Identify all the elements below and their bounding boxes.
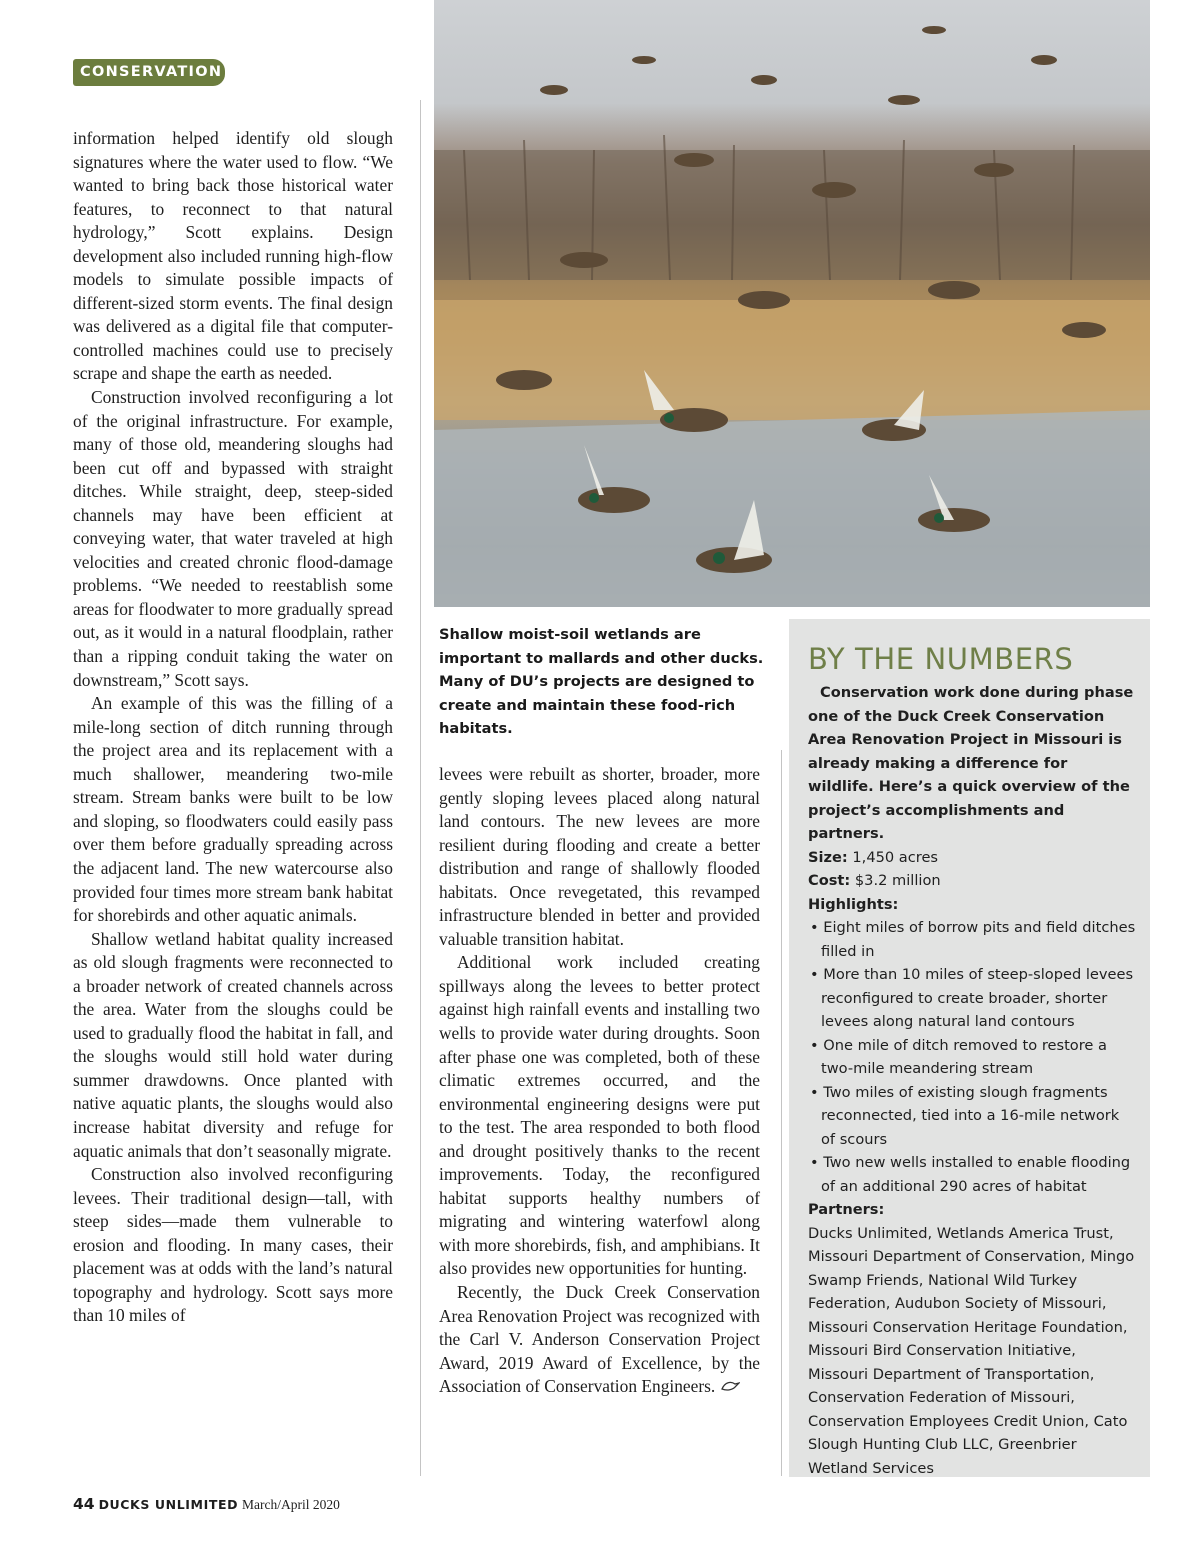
du-end-mark-icon [720,1379,740,1393]
paragraph: levees were rebuilt as shorter, broader, more gently sloping levees placed along natural land contours. The new levees are more resilient during flooding and create a better distribution and range of shallowly flooded habitats. Once revegetated, this revamped infrastructure blended in better and provided valuable transition habitat. [439,764,760,949]
highlight-text: More than 10 miles of steep-sloped levees reconfigured to create broader, shorter levees along natural land contours [821,966,1134,1030]
highlights-heading [808,893,1136,917]
cost-line [808,869,1136,893]
section-tag: CONSERVATION [73,59,225,86]
paragraph: An example of this was the filling of a mile-long section of ditch running through the project area and its replacement with a much shallower, meandering two-mile stream. Stream banks were built to be low and sloping, so floodwaters could easily pass over them before gradually spreading across the adjacent land. The new watercourse also provided four times more stream bank habitat for shorebirds and other aquatic animals. [73,693,393,926]
issue-date: March/April 2020 [242,1497,340,1512]
list-item: • Two new wells installed to enable flooding of an additional 290 acres of habitat [810,1154,1131,1195]
highlight-text: Two miles of existing slough fragments reconnected, tied into a 16-mile network of scours [821,1083,1120,1148]
size-value: 1,450 acres [852,848,939,866]
ducks-in-flight-photo [434,0,1150,607]
highlight-text: Eight miles of borrow pits and field ditches filled in [821,919,1136,960]
cost-value: $3.2 million [854,872,941,889]
partners-list: Ducks Unlimited, Wetlands America Trust, Missouri Department of Conservation, Mingo Swamp Friends, National Wild Turkey Federation, Audubon Society of Missouri, Missouri Conservation Heritage Foundation, Missouri Bird Conservation Initiative, Missouri Department of Transportation, Conservation Federation of Missouri, Conservation Employees Credit Union, Cato Slough Hunting Club LLC, Greenbrier Wetland Services [808,1224,1135,1477]
article-column-2 [439,763,760,1399]
paragraph-text: Recently, the Duck Creek Conservation Area Renovation Project was recognized with the Carl V. Anderson Conservation Project Award, 2019 Award of Excellence, by the Association of Conservation Engineers. [439,1282,760,1397]
size-label: Size: [808,848,848,866]
size-line [808,846,1136,870]
page-number: 44 [73,1495,95,1513]
paragraph: Construction also involved reconfiguring levees. Their traditional design—tall, with steep sides—made them vulnerable to erosion and flooding. In many cases, their placement was at odds with the land’s natural topography and hydrology. Scott says more than 10 miles of [73,1164,393,1326]
highlight-text: Two new wells installed to enable flooding of an additional 290 acres of habitat [821,1154,1131,1195]
by-the-numbers-sidebar [789,619,1150,1477]
column-divider [781,750,782,1476]
partners-heading [808,1198,1136,1222]
mallards-over-wetland-illustration [434,0,1150,607]
paragraph [439,1281,760,1399]
sidebar-intro: Conservation work done during phase one of the Duck Creek Conservation Area Renovation Project in Missouri is already making a difference for wildlife. Here’s a quick overview of the project’s accomplishments and partners. [808,684,1134,842]
highlight-text: One mile of ditch removed to restore a two-mile meandering stream [821,1036,1107,1077]
list-item: • One mile of ditch removed to restore a two-mile meandering stream [810,1036,1107,1077]
highlights-list [808,916,1136,1198]
list-item: • Two miles of existing slough fragments reconnected, tied into a 16-mile network of scours [810,1083,1120,1148]
highlights-label: Highlights: [808,895,899,913]
sidebar-title: BY THE NUMBERS [808,642,1074,676]
column-divider [420,100,421,1476]
magazine-name: DUCKS UNLIMITED [98,1497,239,1512]
paragraph: Construction involved reconfiguring a lot of the original infrastructure. For example, many of those old, meandering sloughs had been cut off and bypassed with straight ditches. While straight, deep, steep-sided channels may have been efficient at conveying water, that water traveled at high velocities and created chronic flood-damage problems. “We needed to reestablish some areas for floodwater to more gradually spread out, as it would in a natural floodplain, rather than a ripping conduit taking the water on downstream,” Scott says. [73,387,393,690]
page-footer [73,1495,340,1513]
list-item: • Eight miles of borrow pits and field ditches filled in [810,919,1136,960]
cost-label: Cost: [808,872,851,889]
paragraph: information helped identify old slough signatures where the water used to flow. “We wanted to bring back those historical water features, to reconnect to that natural hydrology,” Scott explains. Design development also included running high-flow models to simulate possible impacts of different-sized storm events. The final design was delivered as a digital file that computer-controlled machines could use to precisely scrape and shape the earth as needed. [73,128,393,384]
paragraph: Shallow wetland habitat quality increased as old slough fragments were reconnected to a broader network of created channels across the area. Water from the sloughs could be used to gradually flood the habitat in fall, and the sloughs would still hold water during summer drawdowns. Once planted with native aquatic plants, the sloughs would also increase habitat diversity and refuge for aquatic animals that don’t seasonally migrate. [73,928,393,1161]
paragraph: Additional work included creating spillways along the levees to better protect against high rainfall events and installing two wells to provide water during droughts. Soon after phase one was completed, both of these climatic extremes occurred, and the environmental engineering designs were put to the test. The area responded to both flood and drought positively thanks to the recent improvements. Today, the reconfigured habitat supports healthy numbers of migrating and wintering waterfowl along with more shorebirds, fish, and amphibians. It also provides new opportunities for hunting. [439,952,760,1279]
article-column-1 [73,127,393,1328]
list-item: • More than 10 miles of steep-sloped levees reconfigured to create broader, shorter levees along natural land contours [810,966,1134,1030]
partners-label: Partners: [808,1201,885,1218]
photo-caption: Shallow moist-soil wetlands are important to mallards and other ducks. Many of DU’s projects are designed to create and maintain these food-rich habitats. [439,626,764,737]
